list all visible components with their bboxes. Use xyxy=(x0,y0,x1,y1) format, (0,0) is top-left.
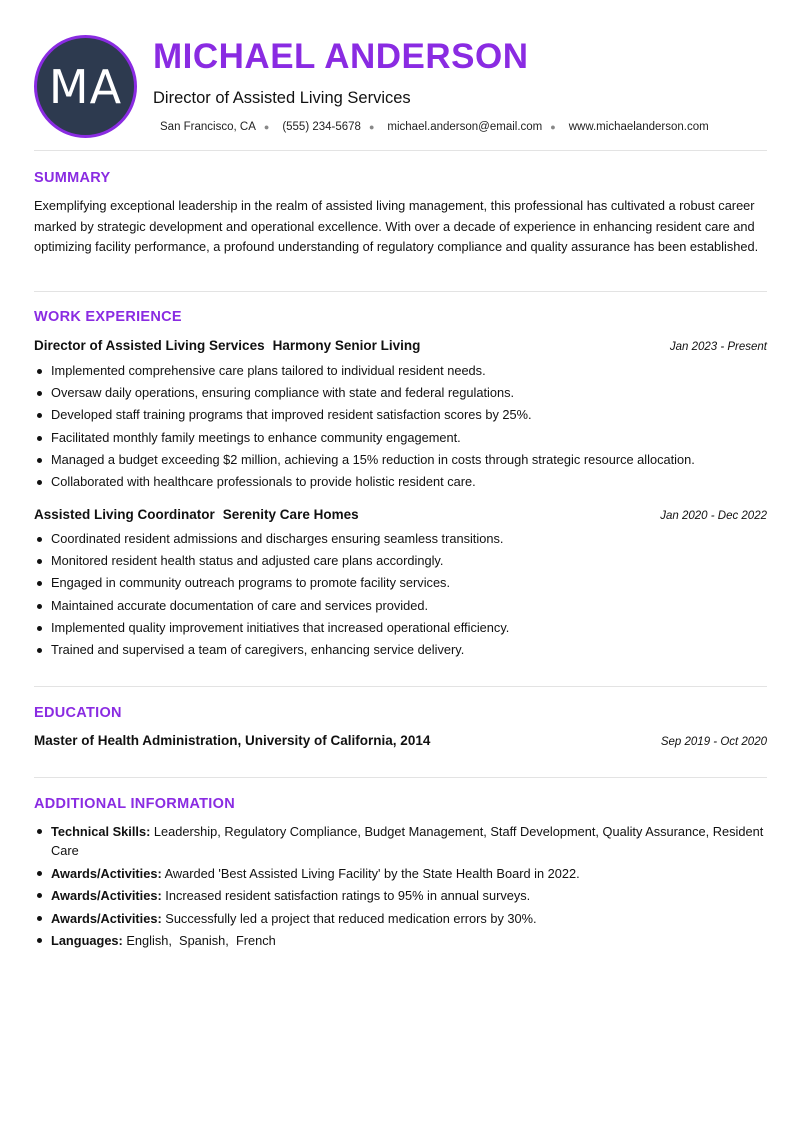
job-bullets xyxy=(34,360,767,493)
job-header xyxy=(34,507,767,522)
list-item xyxy=(34,822,767,860)
avatar-initials: MA xyxy=(48,59,123,114)
job-header xyxy=(34,338,767,353)
separator-dot-icon: ● xyxy=(368,122,375,132)
divider xyxy=(34,686,767,687)
item-value: Leadership, Regulatory Compliance, Budget Management, Staff Development, Quality Assurance, Resident Care xyxy=(51,824,764,858)
item-value: Successfully led a project that reduced medication errors by 30%. xyxy=(165,910,537,926)
separator-dot-icon: ● xyxy=(263,122,270,132)
list-item xyxy=(34,864,767,883)
list-item: Coordinated resident admissions and discharges ensuring seamless transitions. xyxy=(34,528,767,550)
list-item xyxy=(34,931,767,950)
list-item: Collaborated with healthcare professionals to provide holistic resident care. xyxy=(34,471,767,493)
job-dates: Jan 2020 - Dec 2022 xyxy=(660,510,767,522)
education-heading: EDUCATION xyxy=(34,705,122,721)
divider xyxy=(34,777,767,778)
contact-website[interactable]: www.michaelanderson.com xyxy=(568,121,709,133)
candidate-name: MICHAEL ANDERSON xyxy=(153,37,529,76)
job-role: Director of Assisted Living Services xyxy=(34,338,265,353)
avatar xyxy=(34,35,137,138)
list-item: Trained and supervised a team of caregivers, enhancing service delivery. xyxy=(34,639,767,661)
list-item: Implemented quality improvement initiatives that increased operational efficiency. xyxy=(34,617,767,639)
list-item: Developed staff training programs that improved resident satisfaction scores by 25%. xyxy=(34,404,767,426)
additional-heading: ADDITIONAL INFORMATION xyxy=(34,796,235,812)
additional-list xyxy=(34,822,767,954)
contact-bar xyxy=(160,121,709,133)
list-item: Engaged in community outreach programs to promote facility services. xyxy=(34,572,767,594)
education-degree: Master of Health Administration, University of California, 2014 xyxy=(34,733,431,748)
candidate-title: Director of Assisted Living Services xyxy=(153,89,411,107)
contact-email[interactable]: michael.anderson@email.com xyxy=(387,121,543,133)
job-title-line xyxy=(34,507,359,522)
job-role: Assisted Living Coordinator xyxy=(34,507,215,522)
education-entry xyxy=(34,733,767,748)
summary-heading: SUMMARY xyxy=(34,170,111,186)
divider xyxy=(34,150,767,151)
list-item: Maintained accurate documentation of care and services provided. xyxy=(34,595,767,617)
list-item: Oversaw daily operations, ensuring compliance with state and federal regulations. xyxy=(34,382,767,404)
job-bullets xyxy=(34,528,767,661)
contact-phone[interactable]: (555) 234-5678 xyxy=(282,121,361,133)
summary-text: Exemplifying exceptional leadership in the realm of assisted living management, this professional has cultivated a robust career marked by strategic development and operational excellence. With over a decade of experience in enhancing resident care and optimizing facility performance, a profound understanding of regulatory compliance and quality assurance has been established. xyxy=(34,198,759,254)
item-value: English, Spanish, French xyxy=(126,933,276,948)
list-item: Managed a budget exceeding $2 million, achieving a 15% reduction in costs through strategic resource allocation. xyxy=(34,449,767,471)
item-label: Awards/Activities: xyxy=(51,888,162,903)
job-dates: Jan 2023 - Present xyxy=(669,341,767,353)
separator-dot-icon: ● xyxy=(550,122,556,132)
list-item xyxy=(34,886,767,905)
list-item: Monitored resident health status and adjusted care plans accordingly. xyxy=(34,550,767,572)
list-item: Facilitated monthly family meetings to enhance community engagement. xyxy=(34,427,767,449)
divider xyxy=(34,291,767,292)
job-company: Serenity Care Homes xyxy=(222,507,359,522)
item-label: Languages: xyxy=(51,933,123,948)
job-title-line xyxy=(34,338,420,353)
education-dates: Sep 2019 - Oct 2020 xyxy=(660,736,767,748)
job-company: Harmony Senior Living xyxy=(272,338,421,353)
item-value: Awarded 'Best Assisted Living Facility' by the State Health Board in 2022. xyxy=(164,865,580,881)
experience-heading: WORK EXPERIENCE xyxy=(34,309,182,325)
list-item: Implemented comprehensive care plans tailored to individual resident needs. xyxy=(34,360,767,382)
item-label: Awards/Activities: xyxy=(51,910,162,926)
item-label: Awards/Activities: xyxy=(51,865,162,881)
contact-location: San Francisco, CA xyxy=(160,121,256,133)
list-item xyxy=(34,909,767,928)
item-value: Increased resident satisfaction ratings to 95% in annual surveys. xyxy=(165,888,531,903)
item-label: Technical Skills: xyxy=(51,824,151,839)
